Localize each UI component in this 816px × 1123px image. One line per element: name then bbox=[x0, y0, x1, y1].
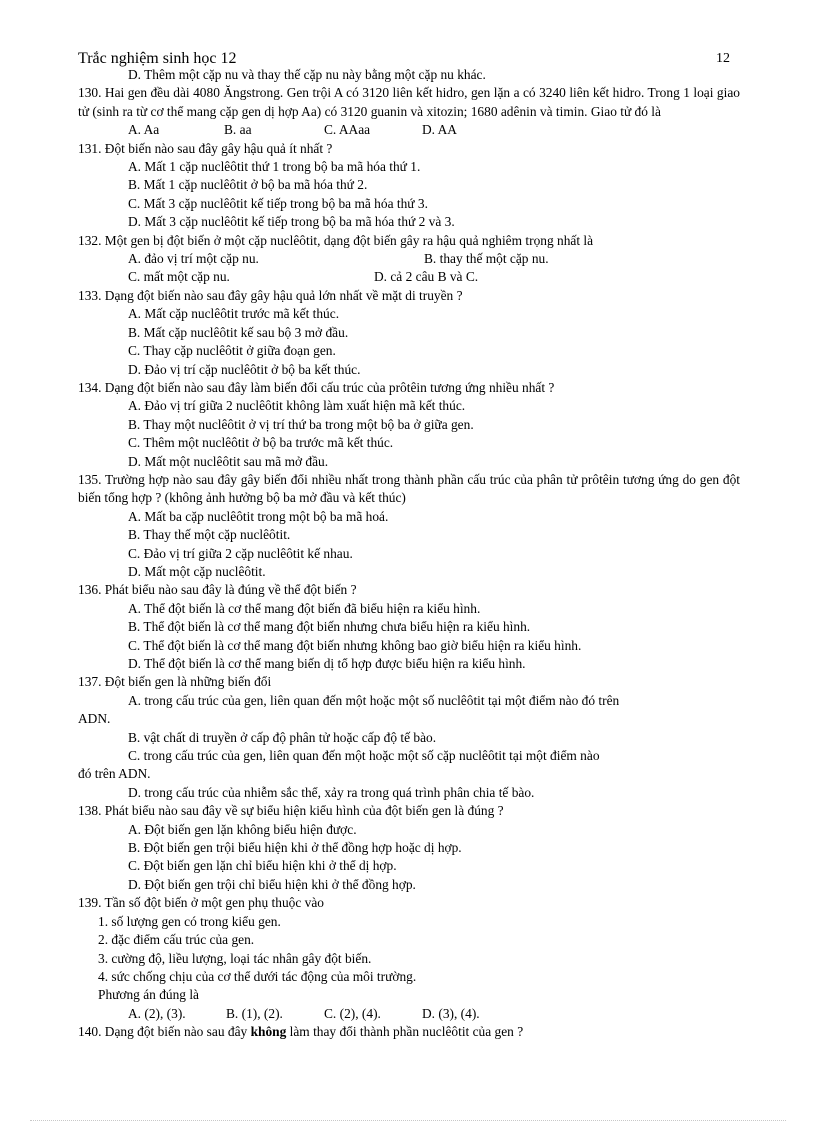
answer-prompt: Phương án đúng là bbox=[98, 987, 199, 1003]
statement-4: 4. sức chống chịu của cơ thể dưới tác động của môi trường. bbox=[98, 968, 417, 984]
option-c: C. (2), (4). bbox=[324, 1005, 381, 1021]
question-132-options-row1 bbox=[78, 250, 740, 268]
question-130: 130. Hai gen đều dài 4080 Ăngstrong. Gen trội A có 3120 liên kết hidro, gen lặn a có 3240 liên kết hidro. Trong 1 loại giao tử (sinh ra từ cơ thể mang cặp gen dị hợp Aa) có 3120 guanin và xitozin; 1680 adênin và timin. Giao tử đó là bbox=[78, 85, 740, 119]
option-b: B. Đột biến gen trội biểu hiện khi ở thể đồng hợp hoặc dị hợp. bbox=[128, 840, 462, 856]
question-131: 131. Đột biến nào sau đây gây hậu quả ít nhất ? bbox=[78, 140, 333, 156]
option-a-continued: ADN. bbox=[78, 711, 111, 727]
option-b: B. Thay một nuclêôtit ở vị trí thứ ba trong một bộ ba ở giữa gen. bbox=[128, 416, 474, 432]
option-b: B. Mất cặp nuclêôtit kế sau bộ 3 mở đầu. bbox=[128, 324, 349, 340]
option-a: A. đảo vị trí một cặp nu. bbox=[128, 251, 259, 267]
question-132-options-row2 bbox=[78, 268, 740, 286]
option-d: D. cả 2 câu B và C. bbox=[374, 269, 479, 285]
option-d: D. Mất một nuclêôtit sau mã mở đầu. bbox=[128, 453, 329, 469]
question-130-options bbox=[78, 121, 740, 139]
header-title: Trắc nghiệm sinh học 12 bbox=[78, 50, 237, 67]
page-bottom-border bbox=[30, 1120, 786, 1121]
option-c: C. Thay cặp nuclêôtit ở giữa đoạn gen. bbox=[128, 343, 336, 359]
option-b: B. Thay thế một cặp nuclêôtit. bbox=[128, 527, 291, 543]
option-b: B. Thể đột biến là cơ thể mang đột biến nhưng chưa biểu hiện ra kiểu hình. bbox=[128, 619, 531, 635]
option-c-continued: đó trên ADN. bbox=[78, 766, 151, 782]
option-c: C. Mất 3 cặp nuclêôtit kế tiếp trong bộ ba mã hóa thứ 3. bbox=[128, 195, 428, 211]
emphasis-word: không bbox=[250, 1024, 287, 1040]
statement-3: 3. cường độ, liều lượng, loại tác nhân gây đột biến. bbox=[98, 950, 372, 966]
option-d: D. Mất một cặp nuclêôtit. bbox=[128, 563, 266, 579]
option-a: A. Đảo vị trí giữa 2 nuclêôtit không làm xuất hiện mã kết thúc. bbox=[128, 398, 466, 414]
option-d: D. (3), (4). bbox=[422, 1005, 480, 1021]
question-133: 133. Dạng đột biến nào sau đây gây hậu quả lớn nhất về mặt di truyền ? bbox=[78, 287, 463, 303]
question-140-text: 140. Dạng đột biến nào sau đây bbox=[78, 1024, 251, 1040]
option-b: B. vật chất di truyền ở cấp độ phân tử hoặc cấp độ tế bào. bbox=[128, 729, 437, 745]
option-d: D. Đột biến gen trội chỉ biểu hiện khi ở thể đồng hợp. bbox=[128, 876, 416, 892]
option-c: C. Đột biến gen lặn chỉ biểu hiện khi ở thể dị hợp. bbox=[128, 858, 397, 874]
option-c: C. Thêm một nuclêôtit ở bộ ba trước mã kết thúc. bbox=[128, 435, 394, 451]
question-137: 137. Đột biến gen là những biến đổi bbox=[78, 674, 272, 690]
option-a: A. Thể đột biến là cơ thể mang đột biến đã biểu hiện ra kiểu hình. bbox=[128, 600, 481, 616]
option-c: C. mất một cặp nu. bbox=[128, 269, 230, 285]
question-138: 138. Phát biểu nào sau đây về sự biểu hiện kiểu hình của đột biến gen là đúng ? bbox=[78, 803, 504, 819]
option-d: D. trong cấu trúc của nhiễm sắc thể, xảy ra trong quá trình phân chia tế bào. bbox=[128, 784, 535, 800]
page-number: 12 bbox=[716, 51, 730, 66]
option-c: C. Đảo vị trí giữa 2 cặp nuclêôtit kế nhau. bbox=[128, 545, 353, 561]
option-b: B. (1), (2). bbox=[226, 1005, 283, 1021]
option-a: A. Mất cặp nuclêôtit trước mã kết thúc. bbox=[128, 306, 340, 322]
option-line: D. Thêm một cặp nu và thay thế cặp nu này bằng một cặp nu khác. bbox=[128, 67, 486, 82]
option-a: A. Aa bbox=[128, 122, 160, 138]
option-d: D. Thể đột biến là cơ thể mang biến dị tổ hợp được biểu hiện ra kiểu hình. bbox=[128, 656, 526, 671]
document-body bbox=[78, 66, 740, 1042]
option-b: B. Mất 1 cặp nuclêôtit ở bộ ba mã hóa thứ 2. bbox=[128, 177, 368, 193]
option-a: A. trong cấu trúc của gen, liên quan đến một hoặc một số nuclêôtit tại một điểm nào đó trên bbox=[128, 692, 620, 708]
question-136: 136. Phát biểu nào sau đây là đúng về thể đột biến ? bbox=[78, 582, 357, 598]
statement-2: 2. đặc điểm cấu trúc của gen. bbox=[98, 932, 255, 948]
question-132: 132. Một gen bị đột biến ở một cặp nuclêôtit, dạng đột biến gây ra hậu quả nghiêm trọng nhất là bbox=[78, 232, 594, 248]
option-a: A. Mất 1 cặp nuclêôtit thứ 1 trong bộ ba mã hóa thứ 1. bbox=[128, 159, 421, 175]
question-139-options bbox=[78, 1005, 740, 1023]
option-d: D. Đảo vị trí cặp nuclêôtit ở bộ ba kết thúc. bbox=[128, 361, 361, 377]
option-c: C. trong cấu trúc của gen, liên quan đến một hoặc một số cặp nuclêôtit tại một điểm nào bbox=[128, 748, 600, 764]
statement-1: 1. số lượng gen có trong kiểu gen. bbox=[98, 913, 281, 929]
option-a: A. (2), (3). bbox=[128, 1005, 186, 1021]
question-135: 135. Trường hợp nào sau đây gây biến đổi nhiều nhất trong thành phần cấu trúc của phân tử prôtêin tương ứng do gen đột biến tổng hợp ? (không ảnh hưởng bộ ba mở đầu và kết thúc) bbox=[78, 471, 740, 506]
question-140-text-end: làm thay đổi thành phần nuclêôtit của gen ? bbox=[286, 1024, 524, 1040]
question-134: 134. Dạng đột biến nào sau đây làm biến đổi cấu trúc của prôtêin tương ứng nhiều nhất ? bbox=[78, 379, 555, 395]
option-a: A. Mất ba cặp nuclêôtit trong một bộ ba mã hoá. bbox=[128, 508, 389, 524]
option-b: B. thay thế một cặp nu. bbox=[424, 251, 549, 267]
question-140 bbox=[78, 1023, 740, 1041]
option-a: A. Đột biến gen lặn không biểu hiện được. bbox=[128, 821, 357, 837]
option-d: D. Mất 3 cặp nuclêôtit kế tiếp trong bộ ba mã hóa thứ 2 và 3. bbox=[128, 214, 455, 230]
option-c: C. AAaa bbox=[324, 122, 371, 138]
option-d: D. AA bbox=[422, 122, 457, 138]
question-139: 139. Tần số đột biến ở một gen phụ thuộc vào bbox=[78, 895, 324, 911]
option-b: B. aa bbox=[224, 122, 252, 138]
option-c: C. Thể đột biến là cơ thể mang đột biến nhưng không bao giờ biểu hiện ra kiểu hình. bbox=[128, 637, 582, 653]
